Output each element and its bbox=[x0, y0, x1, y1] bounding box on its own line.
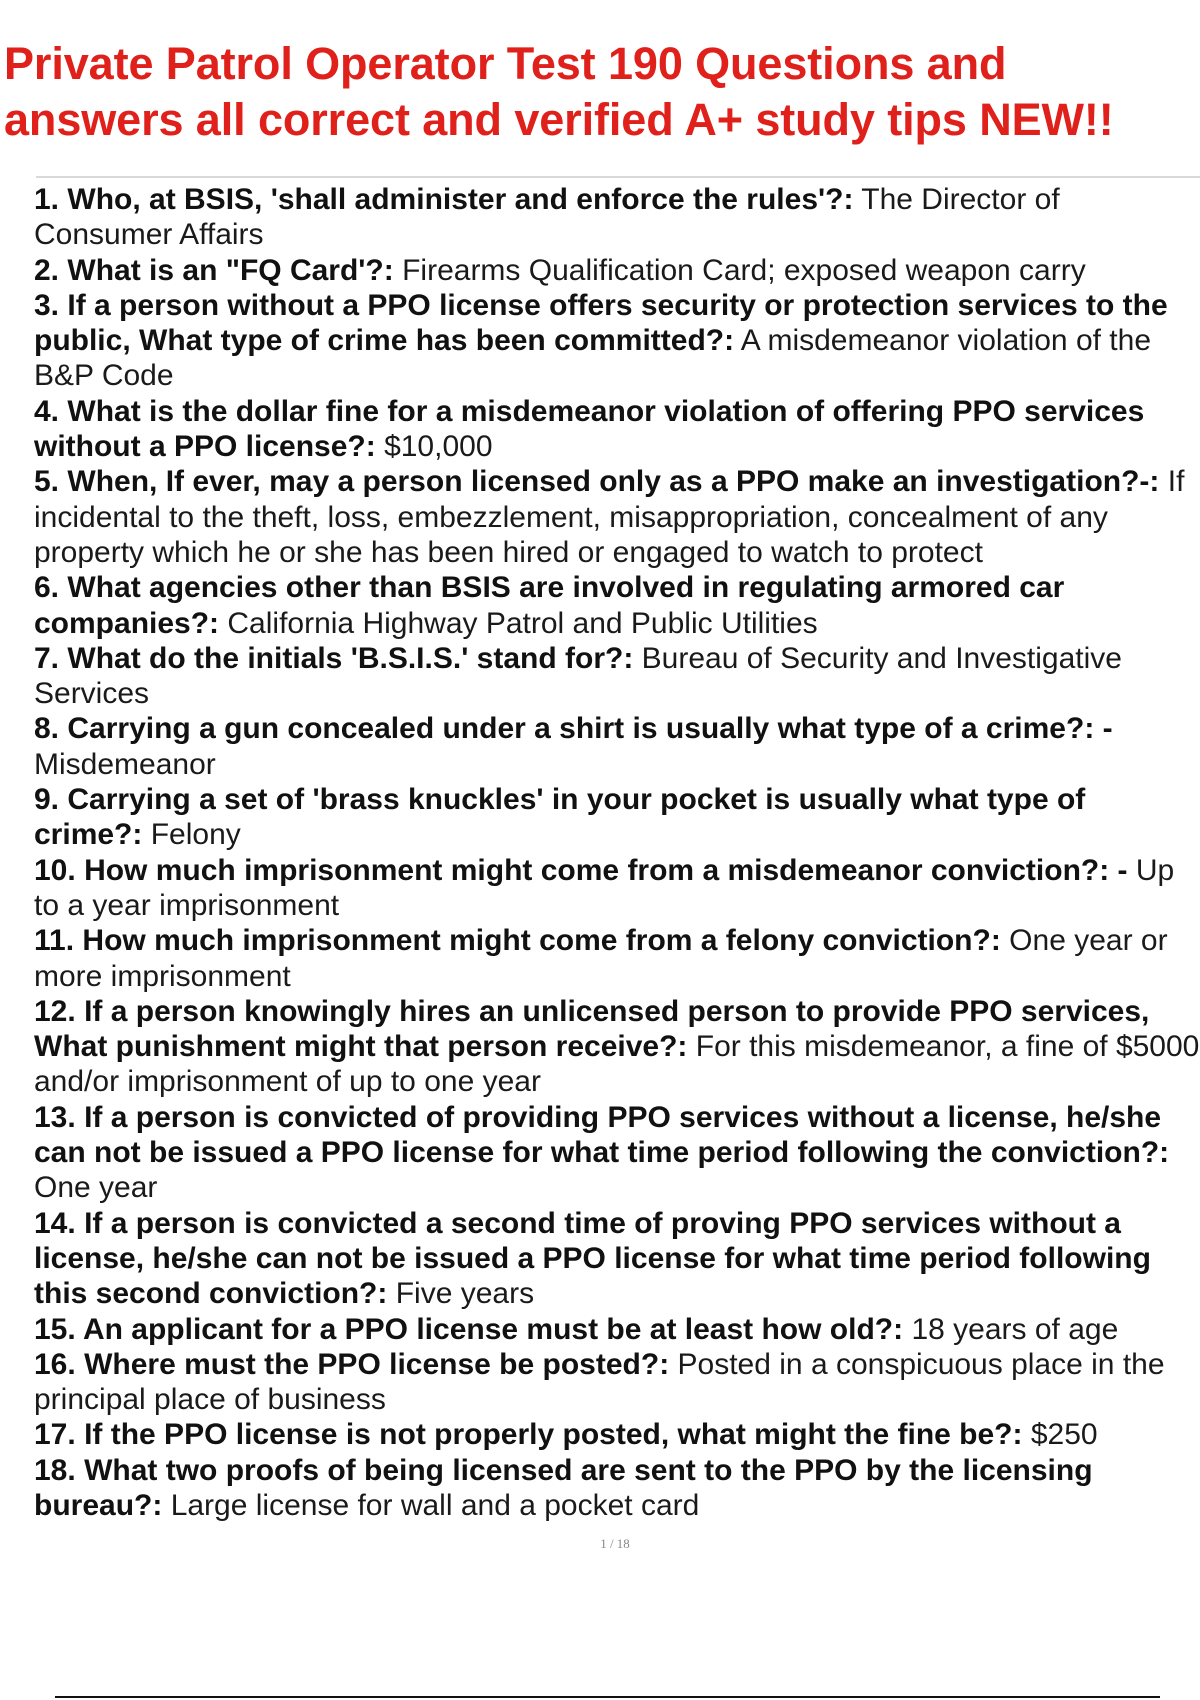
qa-item bbox=[34, 182, 1200, 253]
answer-text: California Highway Patrol and Public Utilities bbox=[227, 606, 818, 640]
question-number: 16. bbox=[34, 1347, 76, 1381]
question-number: 4. bbox=[34, 394, 60, 428]
question-number: 3. bbox=[34, 288, 60, 322]
qa-item bbox=[34, 1347, 1200, 1418]
qa-item bbox=[34, 394, 1200, 465]
question-body: Carrying a set of 'brass knuckles' in your pocket is usually what type of crime?: bbox=[34, 783, 1086, 852]
qa-item bbox=[34, 288, 1200, 394]
question-body: How much imprisonment might come from a felony conviction?: bbox=[82, 924, 1001, 958]
question-number: 1. bbox=[34, 183, 60, 216]
question-text bbox=[34, 642, 633, 675]
question-text bbox=[34, 1101, 1169, 1169]
question-body: Where must the PPO license be posted?: bbox=[84, 1347, 670, 1381]
answer-text: Large license for wall and a pocket card bbox=[170, 1488, 700, 1522]
question-text bbox=[34, 1207, 1151, 1311]
question-text bbox=[34, 1418, 1023, 1451]
question-number: 17. bbox=[34, 1418, 76, 1452]
qa-item bbox=[34, 1453, 1200, 1524]
question-text bbox=[34, 1348, 669, 1381]
question-text bbox=[34, 712, 1113, 745]
question-body: What two proofs of being licensed are sent to the PPO by the licensing bureau?: bbox=[34, 1453, 1093, 1522]
header-divider bbox=[36, 176, 1200, 178]
question-number: 5. bbox=[34, 465, 60, 499]
qa-item bbox=[34, 711, 1200, 782]
question-body: If a person is convicted of providing PPO services without a license, he/she can not be issued a PPO license for what time period following the conviction?: bbox=[34, 1100, 1170, 1170]
answer-text: One year or more imprisonment bbox=[34, 924, 1168, 993]
answer-text: Up to a year imprisonment bbox=[34, 853, 1175, 922]
question-body: How much imprisonment might come from a misdemeanor conviction?: - bbox=[84, 853, 1128, 887]
answer-text: A misdemeanor violation of the B&P Code bbox=[34, 324, 1152, 393]
question-number: 15. bbox=[34, 1312, 76, 1346]
qa-item bbox=[34, 464, 1200, 570]
question-number: 10. bbox=[34, 853, 76, 887]
question-body: Who, at BSIS, 'shall administer and enforce the rules'?: bbox=[67, 183, 854, 216]
question-body: What do the initials 'B.S.I.S.' stand for?: bbox=[67, 641, 634, 675]
answer-text: Bureau of Security and Investigative Services bbox=[34, 641, 1122, 711]
question-text bbox=[34, 395, 1144, 463]
question-text bbox=[34, 1313, 903, 1346]
question-body: What is the dollar fine for a misdemeanor violation of offering PPO services without a PPO license?: bbox=[34, 394, 1145, 464]
qa-item bbox=[34, 570, 1200, 641]
answer-text: Firearms Qualification Card; exposed weapon carry bbox=[402, 253, 1086, 287]
question-number: 8. bbox=[34, 712, 60, 746]
answer-text: Felony bbox=[150, 818, 241, 852]
document-title bbox=[4, 36, 1196, 148]
question-number: 14. bbox=[34, 1206, 76, 1240]
answer-text: Posted in a conspicuous place in the principal place of business bbox=[34, 1347, 1165, 1417]
answer-text: $250 bbox=[1030, 1418, 1098, 1452]
answer-text: If incidental to the theft, loss, embezzlement, misappropriation, concealment of any property which he or she has been hired or engaged to watch to protect bbox=[34, 465, 1185, 569]
answer-text: For this misdemeanor, a fine of $5000 and/or imprisonment of up to one year bbox=[34, 1030, 1200, 1099]
title-line-2: answers all correct and verified A+ study tips NEW!! bbox=[4, 94, 1114, 145]
question-body: If a person is convicted a second time of proving PPO services without a license, he/she can not be issued a PPO license for what time period following this second conviction?: bbox=[34, 1206, 1151, 1311]
question-text bbox=[34, 254, 394, 287]
question-body: What is an "FQ Card'?: bbox=[67, 253, 394, 287]
answer-text: One year bbox=[34, 1171, 158, 1205]
qa-item bbox=[34, 923, 1200, 994]
qa-item bbox=[34, 853, 1200, 924]
answer-text: The Director of Consumer Affairs bbox=[34, 183, 1060, 252]
question-text bbox=[34, 465, 1159, 498]
question-number: 6. bbox=[34, 571, 60, 605]
question-number: 9. bbox=[34, 783, 60, 817]
footer-divider bbox=[55, 1696, 1160, 1698]
question-body: An applicant for a PPO license must be at least how old?: bbox=[82, 1312, 904, 1346]
title-line-1: Private Patrol Operator Test 190 Questions and bbox=[4, 38, 1007, 89]
qa-item bbox=[34, 1100, 1200, 1206]
question-number: 11. bbox=[34, 924, 75, 958]
answer-text: $10,000 bbox=[384, 430, 493, 464]
question-number: 18. bbox=[34, 1453, 76, 1487]
question-number: 7. bbox=[34, 641, 60, 675]
qa-item bbox=[34, 641, 1200, 712]
question-body: What agencies other than BSIS are involved in regulating armored car companies?: bbox=[34, 571, 1065, 640]
question-body: Carrying a gun concealed under a shirt is usually what type of a crime?: - bbox=[67, 712, 1113, 746]
page-number: 1 / 18 bbox=[600, 1536, 630, 1551]
question-body: If the PPO license is not properly posted, what might the fine be?: bbox=[84, 1418, 1023, 1452]
question-text bbox=[34, 183, 853, 216]
question-text bbox=[34, 854, 1128, 887]
qa-item bbox=[34, 1206, 1200, 1312]
qa-item bbox=[34, 253, 1200, 288]
question-number: 2. bbox=[34, 253, 60, 287]
question-number: 13. bbox=[34, 1100, 76, 1134]
answer-text: 18 years of age bbox=[911, 1312, 1119, 1346]
question-body: If a person knowingly hires an unlicensed person to provide PPO services, What punishment might that person receive?: bbox=[34, 994, 1150, 1064]
question-body: When, If ever, may a person licensed only as a PPO make an investigation?-: bbox=[67, 465, 1160, 499]
answer-text: Five years bbox=[395, 1277, 535, 1311]
qa-item bbox=[34, 782, 1200, 853]
qa-item bbox=[34, 1312, 1200, 1347]
qa-item bbox=[34, 994, 1200, 1100]
answer-text: Misdemeanor bbox=[34, 747, 216, 781]
question-body: If a person without a PPO license offers security or protection services to the public, What type of crime has been committed?: bbox=[34, 288, 1168, 358]
question-text bbox=[34, 924, 1001, 957]
question-list bbox=[34, 182, 1200, 1523]
question-number: 12. bbox=[34, 994, 76, 1028]
qa-item bbox=[34, 1417, 1200, 1452]
